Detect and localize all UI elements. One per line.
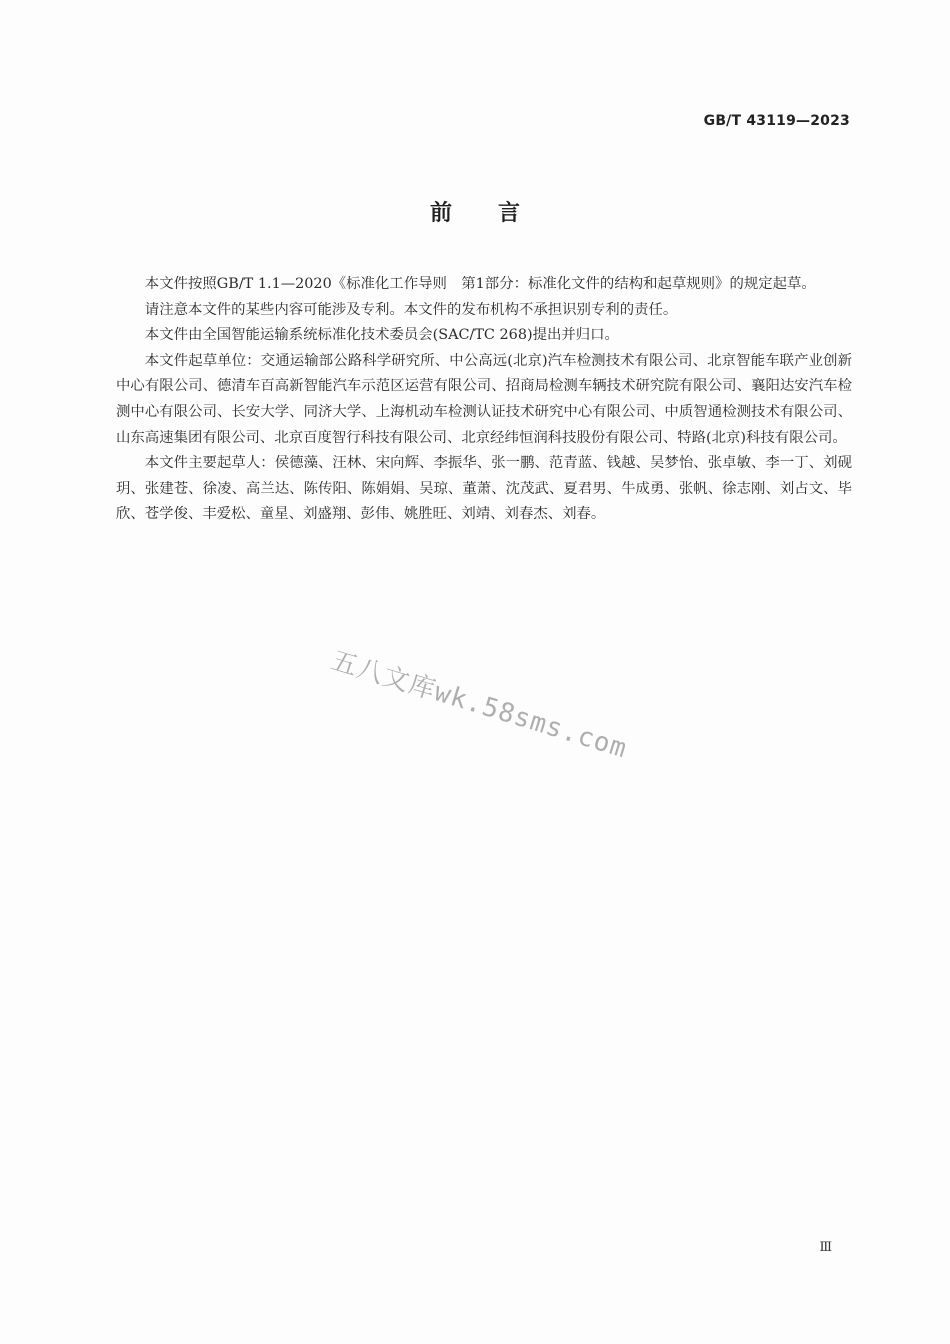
page-title: 前言	[429, 201, 566, 226]
page-number: Ⅲ	[819, 1240, 832, 1255]
paragraph-drafting-units: 本文件起草单位：交通运输部公路科学研究所、中公高远(北京)汽车检测技术有限公司、北京智能车联产业创新中心有限公司、德清车百高新智能汽车示范区运营有限公司、招商局检测车辆技术研究院有限公司、襄阳达安汽车检测中心有限公司、长安大学、同济大学、上海机动车检测认证技术研究中心有限公司、中质智通检测技术有限公司、山东高速集团有限公司、北京百度智行科技有限公司、北京经纬恒润科技股份有限公司、特路(北京)科技有限公司。	[116, 352, 852, 446]
standard-code: GB/T 43119—2023	[703, 113, 850, 129]
paragraph-drafters: 本文件主要起草人：侯德藻、汪林、宋向辉、李振华、张一鹏、范青蓝、钱越、吴梦怡、张卓敏、李一丁、刘砚玥、张建苍、徐凌、高兰达、陈传阳、陈娟娟、吴琼、董萧、沈茂武、夏君男、牛成勇、张帆、徐志刚、刘占文、毕欣、苍学俊、丰爱松、童星、刘盛翔、彭伟、姚胜旺、刘靖、刘春杰、刘春。	[116, 455, 852, 523]
paragraph-patent-notice: 请注意本文件的某些内容可能涉及专利。本文件的发布机构不承担识别专利的责任。	[144, 301, 678, 318]
watermark: 五八文库wk.58sms.com	[327, 645, 631, 765]
paragraph-drafting-rules: 本文件按照GB/T 1.1—2020《标准化工作导则 第1部分：标准化文件的结构和起草规则》的规定起草。	[144, 276, 816, 292]
foreword-body	[116, 272, 852, 528]
paragraph-proposer: 本文件由全国智能运输系统标准化技术委员会(SAC/TC 268)提出并归口。	[144, 327, 619, 344]
